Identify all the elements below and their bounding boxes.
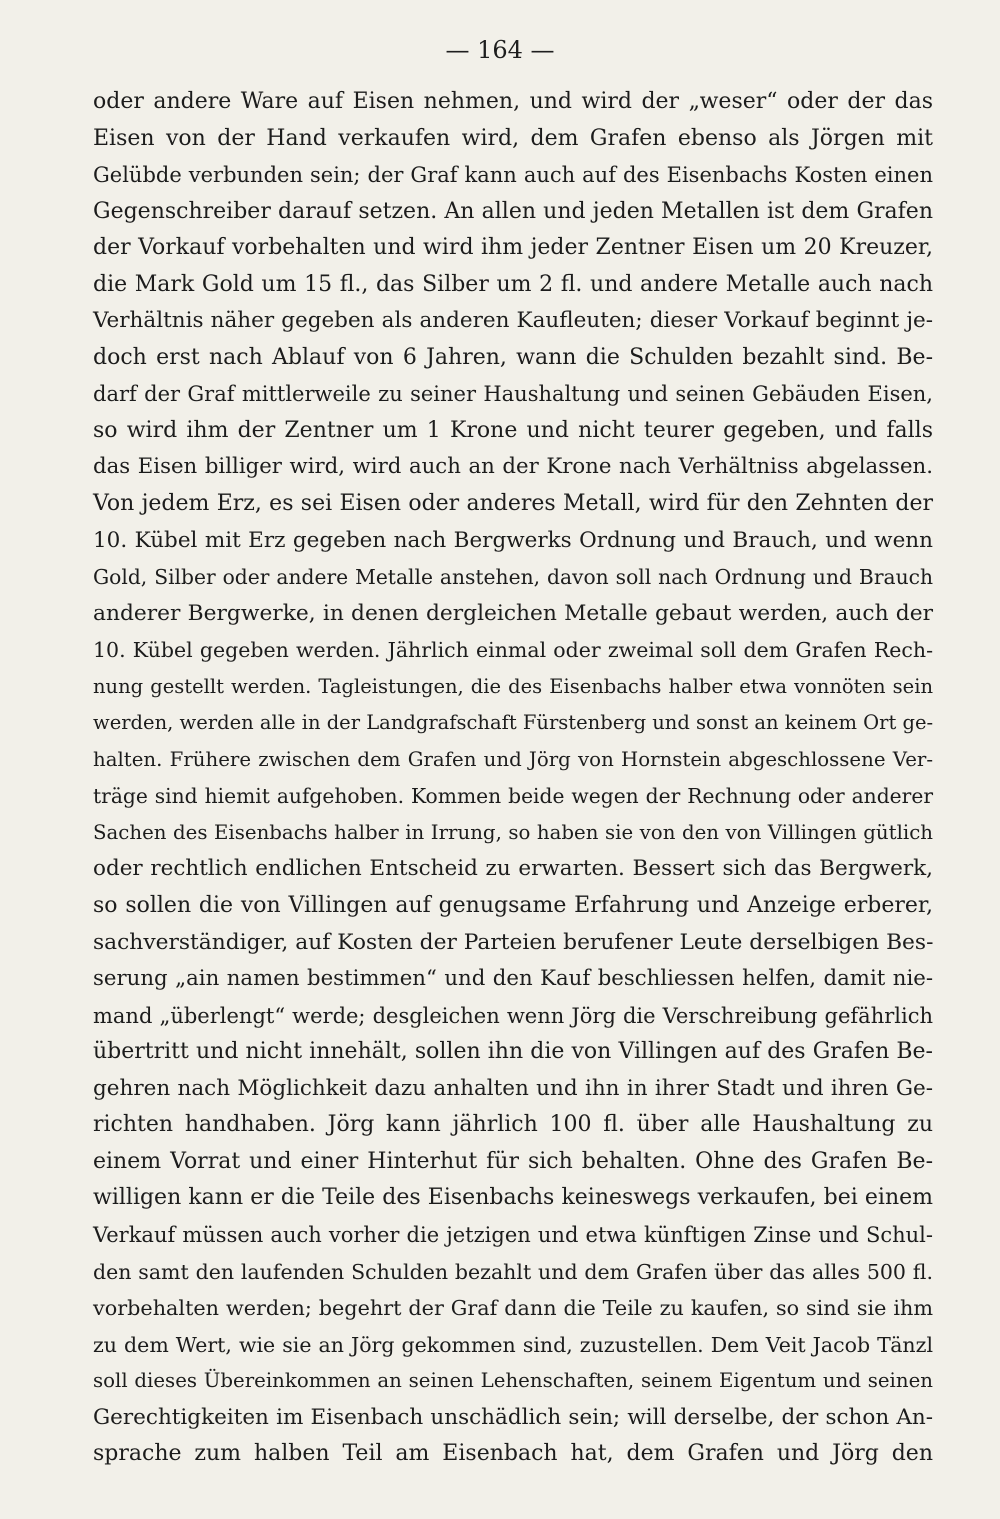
text-line: Gegenschreiber darauf setzen. An allen und jeden Metallen ist dem Grafen — [93, 198, 933, 224]
text-line: richten handhaben. Jörg kann jährlich 100 fl. über alle Haushaltung zu — [93, 1112, 933, 1138]
text-line: das Eisen billiger wird, wird auch an der Krone nach Verhältniss abgelassen. — [93, 454, 933, 480]
text-line: Von jedem Erz, es sei Eisen oder anderes Metall, wird für den Zehnten der — [93, 491, 933, 517]
text-line: darf der Graf mittlerweile zu seiner Haushaltung und seinen Gebäuden Eisen, — [93, 382, 933, 407]
text-line: Gold, Silber oder andere Metalle anstehen, davon soll nach Ordnung und Brauch — [93, 565, 933, 590]
text-line: oder rechtlich endlichen Entscheid zu erwarten. Bessert sich das Bergwerk, — [93, 856, 933, 882]
text-line: oder andere Ware auf Eisen nehmen, und wird der „weser“ oder der das — [93, 89, 933, 114]
text-line: serung „ain namen bestimmen“ und den Kauf beschliessen helfen, damit nie- — [93, 966, 933, 992]
text-line: halten. Frühere zwischen dem Grafen und Jörg von Hornstein abgeschlossene Ver- — [93, 747, 933, 771]
text-line: gehren nach Möglichkeit dazu anhalten und ihn in ihrer Stadt und ihren Ge- — [93, 1075, 933, 1101]
text-line: übertritt und nicht innehält, sollen ihn die von Villingen auf des Grafen Be- — [93, 1039, 933, 1065]
text-line: Eisen von der Hand verkaufen wird, dem Grafen ebenso als Jörgen mit — [93, 125, 933, 151]
text-line: 10. Kübel gegeben werden. Jährlich einmal oder zweimal soll dem Grafen Rech- — [93, 638, 933, 663]
text-line: werden, werden alle in der Landgrafschaft Fürstenberg und sonst an keinem Ort ge- — [93, 711, 934, 735]
text-line: einem Vorrat und einer Hinterhut für sich behalten. Ohne des Grafen Be- — [93, 1148, 933, 1174]
text-line: Gelübde verbunden sein; der Graf kann auch auf des Eisenbachs Kosten einen — [93, 163, 933, 188]
page-number: — 164 — — [445, 36, 555, 64]
text-line: Gerechtigkeiten im Eisenbach unschädlich sein; will derselbe, der schon An- — [93, 1404, 933, 1430]
text-line: so wird ihm der Zentner um 1 Krone und nicht teurer gegeben, und falls — [93, 417, 933, 443]
text-line: sprache zum halben Teil am Eisenbach hat, dem Grafen und Jörg den — [93, 1441, 933, 1467]
text-line: nung gestellt werden. Tagleistungen, die des Eisenbachs halber etwa vonnöten sein — [93, 674, 933, 698]
text-line: so sollen die von Villingen auf genugsame Erfahrung und Anzeige erberer, — [93, 893, 933, 919]
text-line: doch erst nach Ablauf von 6 Jahren, wann die Schulden bezahlt sind. Be- — [93, 344, 933, 370]
text-line: zu dem Wert, wie sie an Jörg gekommen sind, zuzustellen. Dem Veit Jacob Tänzl — [93, 1332, 933, 1357]
text-line: Verhältnis näher gegeben als anderen Kaufleuten; dieser Vorkauf beginnt je- — [93, 308, 933, 334]
text-line: mand „überlengt“ werde; desgleichen wenn Jörg die Verschreibung gefährlich — [93, 1003, 933, 1028]
text-line: Verkauf müssen auch vorher die jetzigen und etwa künftigen Zinse und Schul- — [93, 1222, 933, 1247]
text-line: träge sind hiemit aufgehoben. Kommen beide wegen der Rechnung oder anderer — [93, 784, 933, 809]
text-line: der Vorkauf vorbehalten und wird ihm jeder Zentner Eisen um 20 Kreuzer, — [93, 235, 933, 261]
text-line: sachverständiger, auf Kosten der Parteien berufener Leute derselbigen Bes- — [93, 929, 934, 955]
text-line: die Mark Gold um 15 fl., das Silber um 2 fl. und andere Metalle auch nach — [93, 271, 933, 297]
text-line: 10. Kübel mit Erz gegeben nach Bergwerks Ordnung und Brauch, und wenn — [93, 527, 933, 553]
body-text — [93, 84, 933, 1473]
text-line: den samt den laufenden Schulden bezahlt und dem Grafen über das alles 500 fl. — [93, 1259, 933, 1284]
text-line: Sachen des Eisenbachs halber in Irrung, so haben sie von den von Villingen gütlich — [93, 820, 933, 844]
text-line: vorbehalten werden; begehrt der Graf dann die Teile zu kaufen, so sind sie ihm — [93, 1296, 933, 1321]
text-line: soll dieses Übereinkommen an seinen Lehenschaften, seinem Eigentum und seinen — [93, 1369, 933, 1393]
text-line: anderer Bergwerke, in denen dergleichen Metalle gebaut werden, auch der — [93, 600, 933, 626]
text-line: willigen kann er die Teile des Eisenbachs keineswegs verkaufen, bei einem — [93, 1185, 933, 1211]
